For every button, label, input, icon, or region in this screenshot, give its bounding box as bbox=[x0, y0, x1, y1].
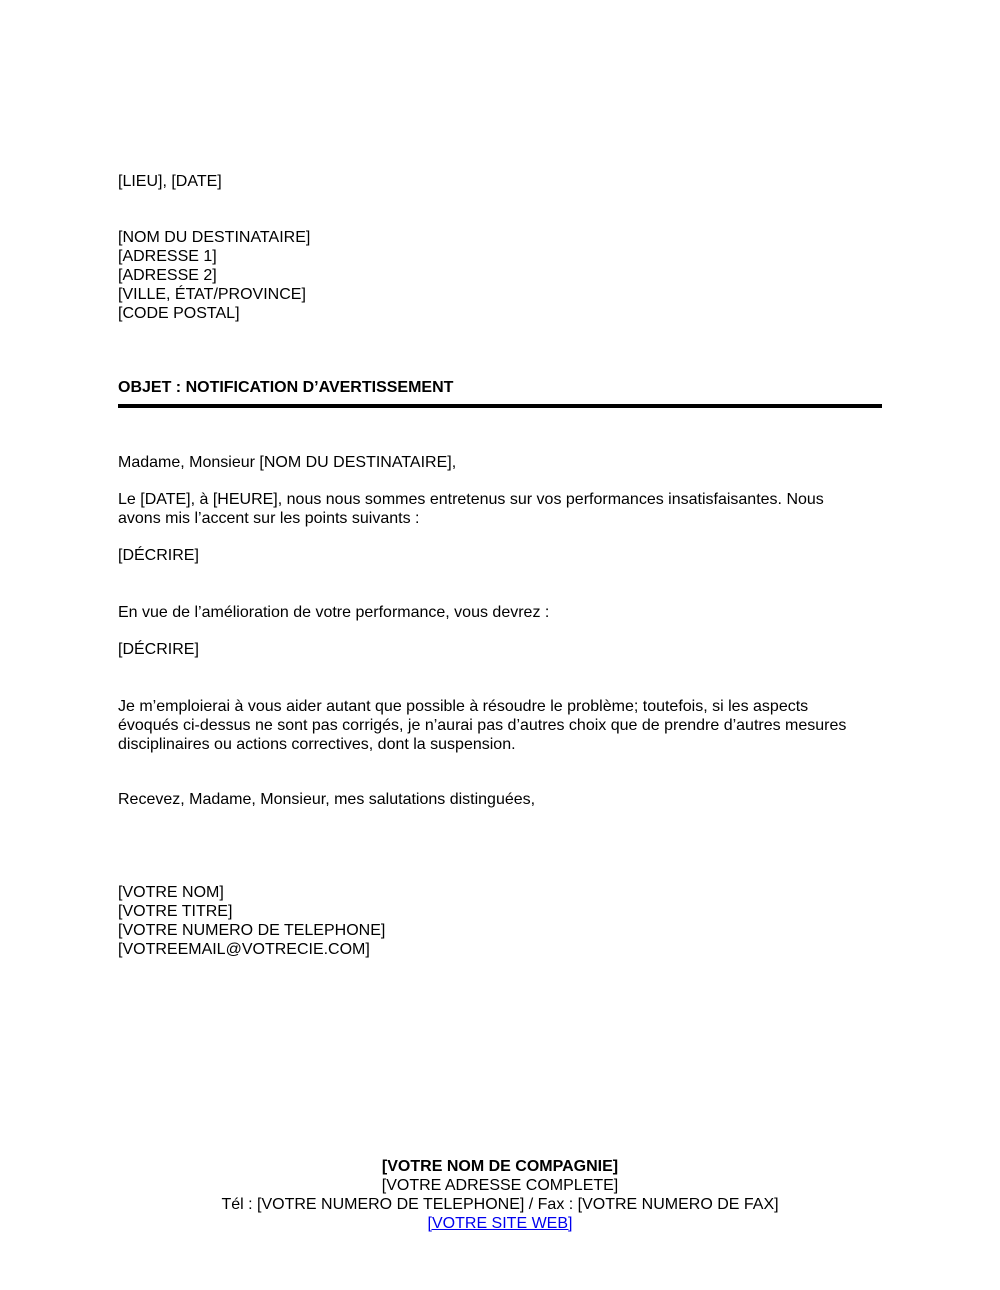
paragraph-1-line-1: Le [DATE], à [HEURE], nous nous sommes entretenus sur vos performances insatisfaisantes. Nous bbox=[118, 491, 824, 508]
footer-website-link[interactable]: [VOTRE SITE WEB] bbox=[427, 1215, 573, 1232]
subject-divider bbox=[118, 404, 882, 408]
footer-company-name: [VOTRE NOM DE COMPAGNIE] bbox=[381, 1158, 619, 1175]
salutation: Madame, Monsieur [NOM DU DESTINATAIRE], bbox=[118, 454, 457, 471]
paragraph-3-line-1: Je m’emploierai à vous aider autant que possible à résoudre le problème; toutefois, si les aspects bbox=[118, 698, 809, 715]
company-footer bbox=[0, 1157, 1000, 1233]
signature-block bbox=[118, 883, 385, 959]
closing: Recevez, Madame, Monsieur, mes salutations distinguées, bbox=[118, 791, 536, 808]
recipient-address1: [ADRESSE 1] bbox=[118, 248, 217, 265]
paragraph-1-line-2: avons mis l’accent sur les points suivants : bbox=[118, 510, 420, 527]
paragraph-1 bbox=[118, 490, 824, 528]
recipient-address2: [ADRESSE 2] bbox=[118, 267, 217, 284]
recipient-postal-code: [CODE POSTAL] bbox=[118, 305, 240, 322]
signature-name: [VOTRE NOM] bbox=[118, 884, 224, 901]
recipient-city-state: [VILLE, ÉTAT/PROVINCE] bbox=[118, 286, 306, 303]
recipient-block bbox=[118, 228, 310, 323]
paragraph-3-line-2: évoqués ci-dessus ne sont pas corrigés, je n’aurai pas d’autres choix que de prendre d’autres mesures bbox=[118, 717, 847, 734]
signature-title: [VOTRE TITRE] bbox=[118, 903, 233, 920]
describe-placeholder-2: [DÉCRIRE] bbox=[118, 641, 199, 658]
subject-line: OBJET : NOTIFICATION D’AVERTISSEMENT bbox=[118, 379, 454, 396]
signature-phone: [VOTRE NUMERO DE TELEPHONE] bbox=[118, 922, 386, 939]
signature-email: [VOTREEMAIL@VOTRECIE.COM] bbox=[118, 941, 370, 958]
paragraph-2: En vue de l’amélioration de votre performance, vous devrez : bbox=[118, 604, 550, 621]
paragraph-3 bbox=[118, 697, 846, 754]
describe-placeholder-1: [DÉCRIRE] bbox=[118, 547, 199, 564]
place-date: [LIEU], [DATE] bbox=[118, 173, 222, 190]
recipient-name: [NOM DU DESTINATAIRE] bbox=[118, 229, 311, 246]
paragraph-3-line-3: disciplinaires ou actions correctives, dont la suspension. bbox=[118, 736, 516, 753]
footer-contact: Tél : [VOTRE NUMERO DE TELEPHONE] / Fax : [VOTRE NUMERO DE FAX] bbox=[221, 1196, 779, 1213]
footer-address: [VOTRE ADRESSE COMPLETE] bbox=[381, 1177, 619, 1194]
